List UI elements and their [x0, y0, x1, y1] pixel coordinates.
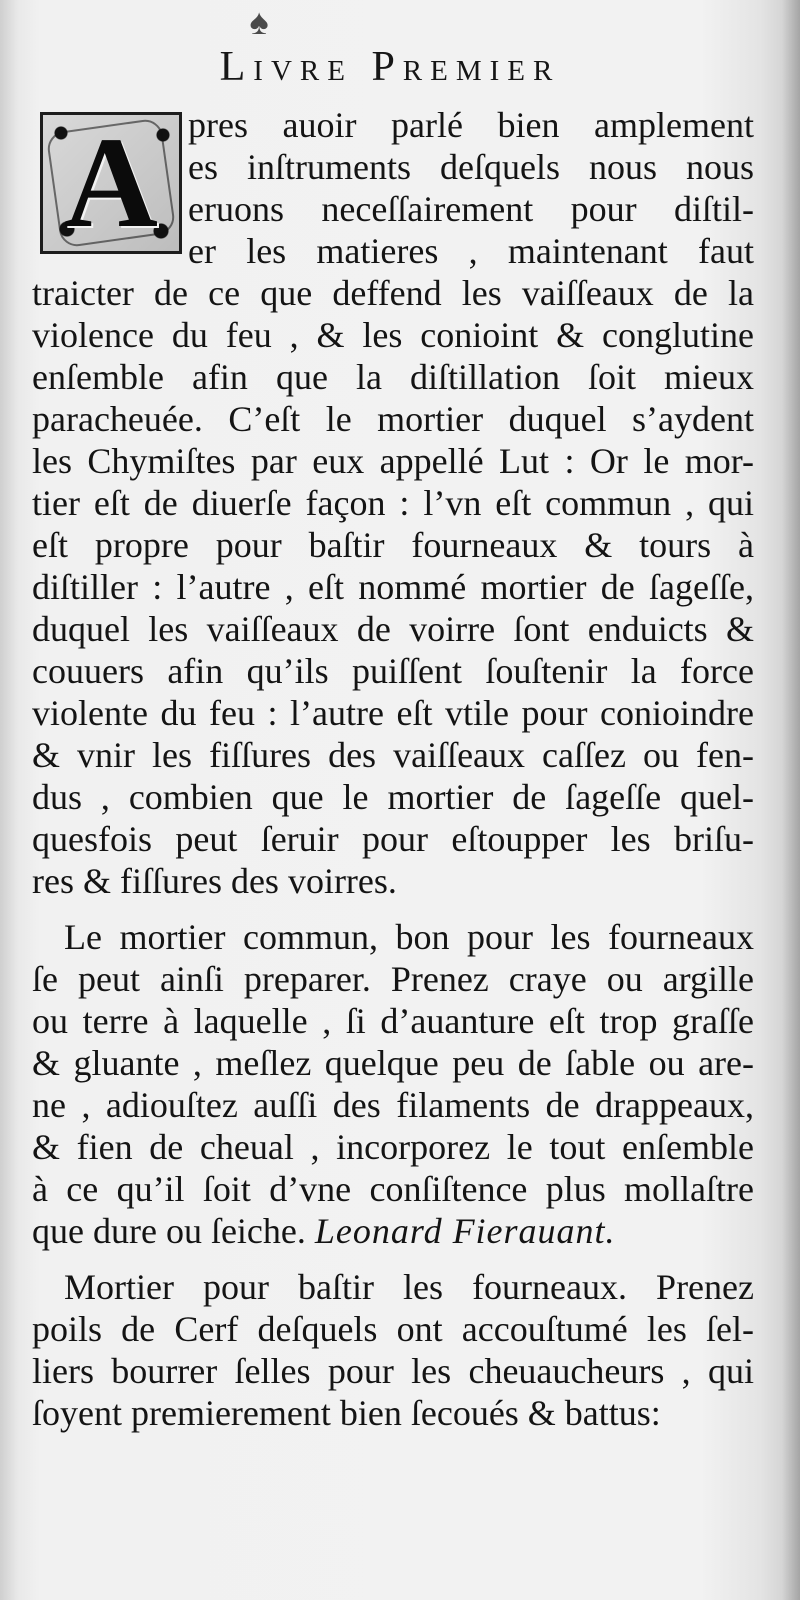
- text-line: violence du feu , & les conioint & conglutine: [32, 315, 754, 355]
- text-line: liers bourrer ſelles pour les cheuaucheurs , qui: [32, 1351, 754, 1391]
- text-fragment: que dure ou ſeiche.: [32, 1211, 306, 1251]
- text-line: paracheuée. C’eſt le mortier duquel s’aydent: [32, 399, 754, 439]
- text-line: quesfois peut ſeruir pour eſtoupper les briſu-: [32, 819, 754, 859]
- text-line: [32, 1210, 754, 1252]
- text-line: poils de Cerf deſquels ont accouſtumé les ſel-: [32, 1309, 754, 1349]
- decorative-dropcap: [40, 112, 182, 254]
- text-line: traicter de ce que deffend les vaiſſeaux de la: [32, 273, 754, 313]
- text-line: couuers afin qu’ils puiſſent ſouſtenir la force: [32, 651, 754, 691]
- text-line: à ce qu’il ſoit d’vne conſiſtence plus mollaſtre: [32, 1169, 754, 1209]
- text-line: & fien de cheual , incorporez le tout enſemble: [32, 1127, 754, 1167]
- text-line: & gluante , meſlez quelque peu de ſable ou are-: [32, 1043, 754, 1083]
- dropcap-letter: A: [64, 112, 158, 254]
- text-line: eruons neceſſairement pour diſtil-: [188, 189, 754, 229]
- text-line: duquel les vaiſſeaux de voirre ſont enduicts &: [32, 609, 754, 649]
- text-line: ou terre à laquelle , ſi d’auanture eſt trop graſſe: [32, 1001, 754, 1041]
- text-line: ne , adiouſtez auſſi des filaments de drappeaux,: [32, 1085, 754, 1125]
- author-name: Leonard Fierauant.: [314, 1211, 616, 1251]
- text-line: & vnir les fiſſures des vaiſſeaux caſſez ou fen-: [32, 735, 754, 775]
- text-line: les Chymiſtes par eux appellé Lut : Or le mor-: [32, 441, 754, 481]
- text-line: Le mortier commun, bon pour les fourneaux: [64, 917, 754, 957]
- text-line: pres auoir parlé bien amplement: [188, 105, 754, 145]
- text-line: ſoyent premierement bien ſecoués & battus:: [32, 1393, 661, 1433]
- text-line: res & fiſſures des voirres.: [32, 861, 397, 901]
- printer-ornament-icon: ♠: [249, 2, 269, 42]
- text-line: er les matieres , maintenant faut: [188, 231, 754, 271]
- text-line: violente du feu : l’autre eſt vtile pour conioindre: [32, 693, 754, 733]
- text-line: tier eſt de diuerſe façon : l’vn eſt commun , qui: [32, 483, 754, 523]
- text-line: enſemble afin que la diſtillation ſoit mieux: [32, 357, 754, 397]
- text-line: es inſtruments deſquels nous nous: [188, 147, 754, 187]
- text-line: dus , combien que le mortier de ſageſſe quel-: [32, 777, 754, 817]
- page-header: Livre Premier: [219, 44, 561, 90]
- page-edge-shadow: [782, 0, 800, 1600]
- text-line: eſt propre pour baſtir fourneaux & tours à: [32, 525, 754, 565]
- text-line: Mortier pour baſtir les fourneaux. Prenez: [64, 1267, 754, 1307]
- text-line: ſe peut ainſi preparer. Prenez craye ou argille: [32, 959, 754, 999]
- text-line: diſtiller : l’autre , eſt nommé mortier de ſageſſe,: [32, 567, 754, 607]
